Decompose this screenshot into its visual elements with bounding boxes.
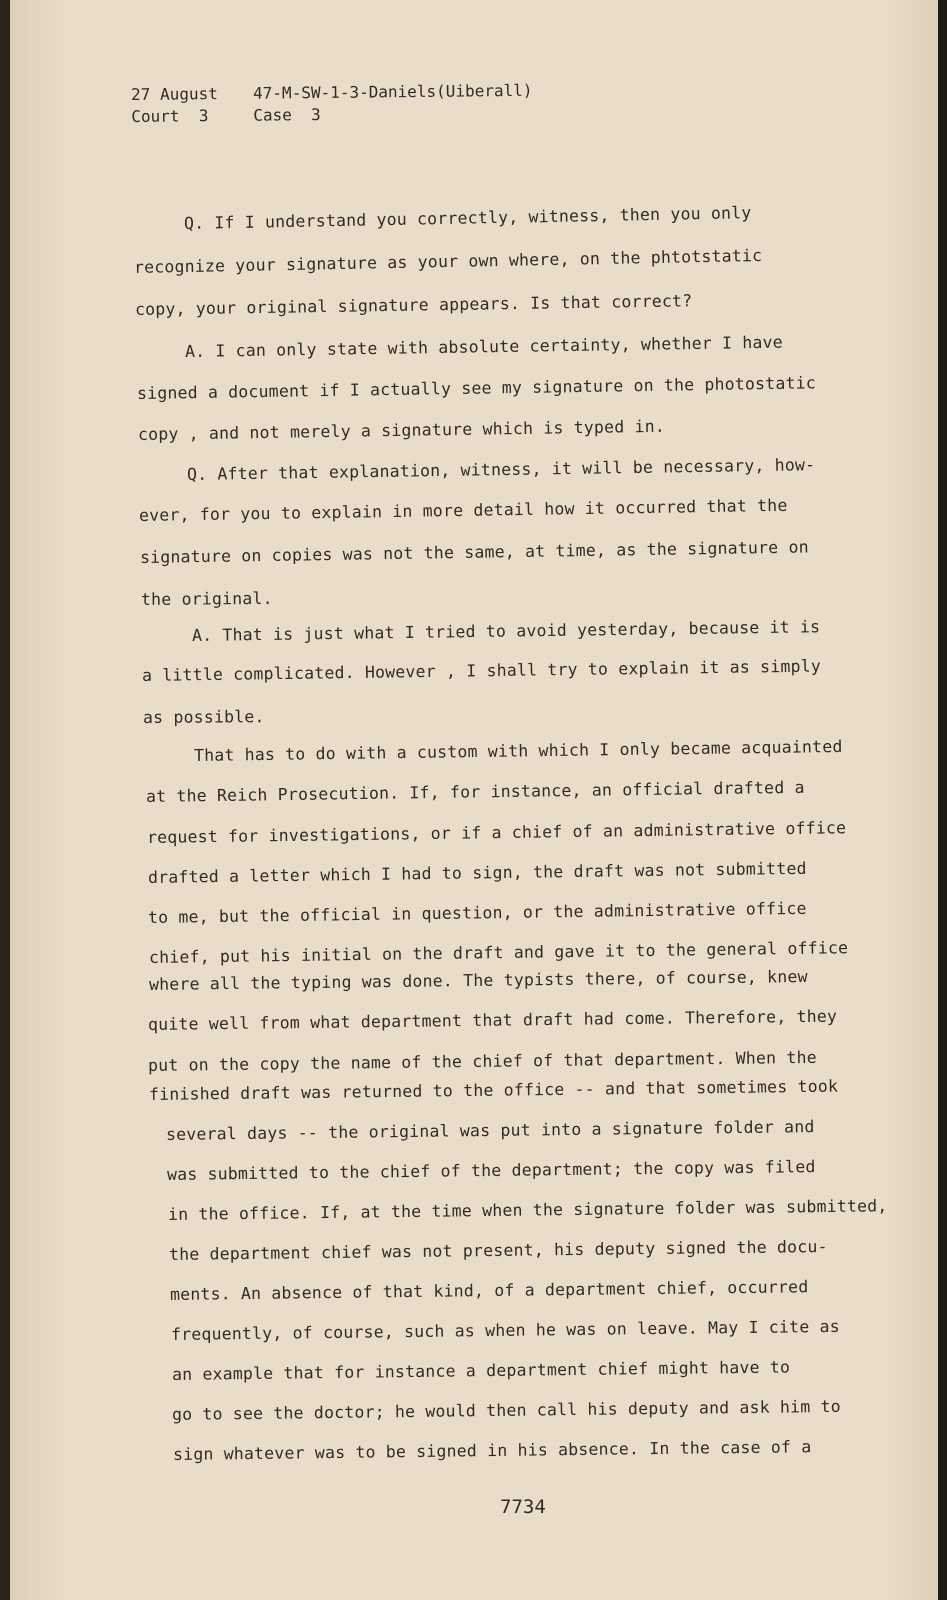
body-line: finished draft was returned to the office -- and that sometimes took: [148, 1076, 839, 1104]
body-line: copy, your original signature appears. Is that correct?: [134, 291, 693, 319]
body-line: signed a document if I actually see my signature on the photostatic: [136, 373, 817, 403]
header-file-ref: 47-M-SW-1-3-Daniels(Uiberall): [253, 80, 533, 103]
body-line: quite well from what department that draft had come. Therefore, they: [147, 1006, 838, 1034]
body-line: the department chief was not present, his deputy signed the docu-: [168, 1236, 828, 1264]
body-line: as possible.: [142, 707, 265, 727]
header-court: Court 3: [131, 106, 209, 126]
body-line: drafted a letter which I had to sign, the draft was not submitted: [147, 858, 807, 887]
body-line: Q. If I understand you correctly, witness, then you only: [183, 203, 752, 233]
body-line: several days -- the original was put into a signature folder and: [165, 1117, 815, 1144]
body-line: at the Reich Prosecution. If, for instance, an official drafted a: [145, 777, 805, 806]
body-line: Q. After that explanation, witness, it will be necessary, how-: [186, 455, 816, 484]
body-line: request for investigations, or if a chief of an administrative office: [146, 818, 847, 847]
body-line: A. I can only state with absolute certainty, whether I have: [184, 332, 783, 361]
body-line: in the office. If, at the time when the signature folder was submitted,: [167, 1196, 888, 1224]
body-line: frequently, of course, such as when he was on leave. May I cite as: [170, 1316, 840, 1344]
body-line: a little complicated. However , I shall try to explain it as simply: [141, 656, 822, 685]
body-line: That has to do with a custom with which I only became acquainted: [193, 736, 843, 765]
body-line: was submitted to the chief of the department; the copy was filed: [166, 1157, 816, 1184]
header-row-2: [131, 102, 533, 128]
body-line: signature on copies was not the same, at time, as the signature on: [139, 537, 809, 567]
left-scan-edge: [0, 0, 10, 1600]
header-date: 27 August: [131, 84, 218, 104]
right-scan-edge: [938, 0, 947, 1600]
body-line: put on the copy the name of the chief of that department. When the: [147, 1047, 817, 1075]
document-page: [10, 0, 938, 1600]
body-line: chief, put his initial on the draft and gave it to the general office: [148, 938, 849, 967]
body-line: A. That is just what I tried to avoid yesterday, because it is: [191, 617, 821, 645]
body-line: an example that for instance a department chief might have to: [171, 1357, 791, 1384]
body-line: to me, but the official in question, or the administrative office: [147, 898, 807, 927]
body-line: ever, for you to explain in more detail how it occurred that the: [138, 495, 788, 525]
body-line: go to see the doctor; he would then call his deputy and ask him to: [171, 1396, 841, 1424]
header-row-1: [131, 80, 533, 106]
body-line: sign whatever was to be signed in his absence. In the case of a: [172, 1437, 812, 1464]
body-line: the original.: [140, 588, 273, 609]
document-header: [131, 80, 533, 128]
header-case: Case 3: [253, 105, 321, 125]
body-line: copy , and not merely a signature which is typed in.: [137, 416, 666, 444]
page-number: 7734: [500, 1496, 546, 1518]
body-line: ments. An absence of that kind, of a department chief, occurred: [169, 1277, 809, 1304]
body-line: where all the typing was done. The typists there, of course, knew: [148, 966, 808, 994]
body-line: recognize your signature as your own where, on the phtotstatic: [133, 245, 763, 277]
